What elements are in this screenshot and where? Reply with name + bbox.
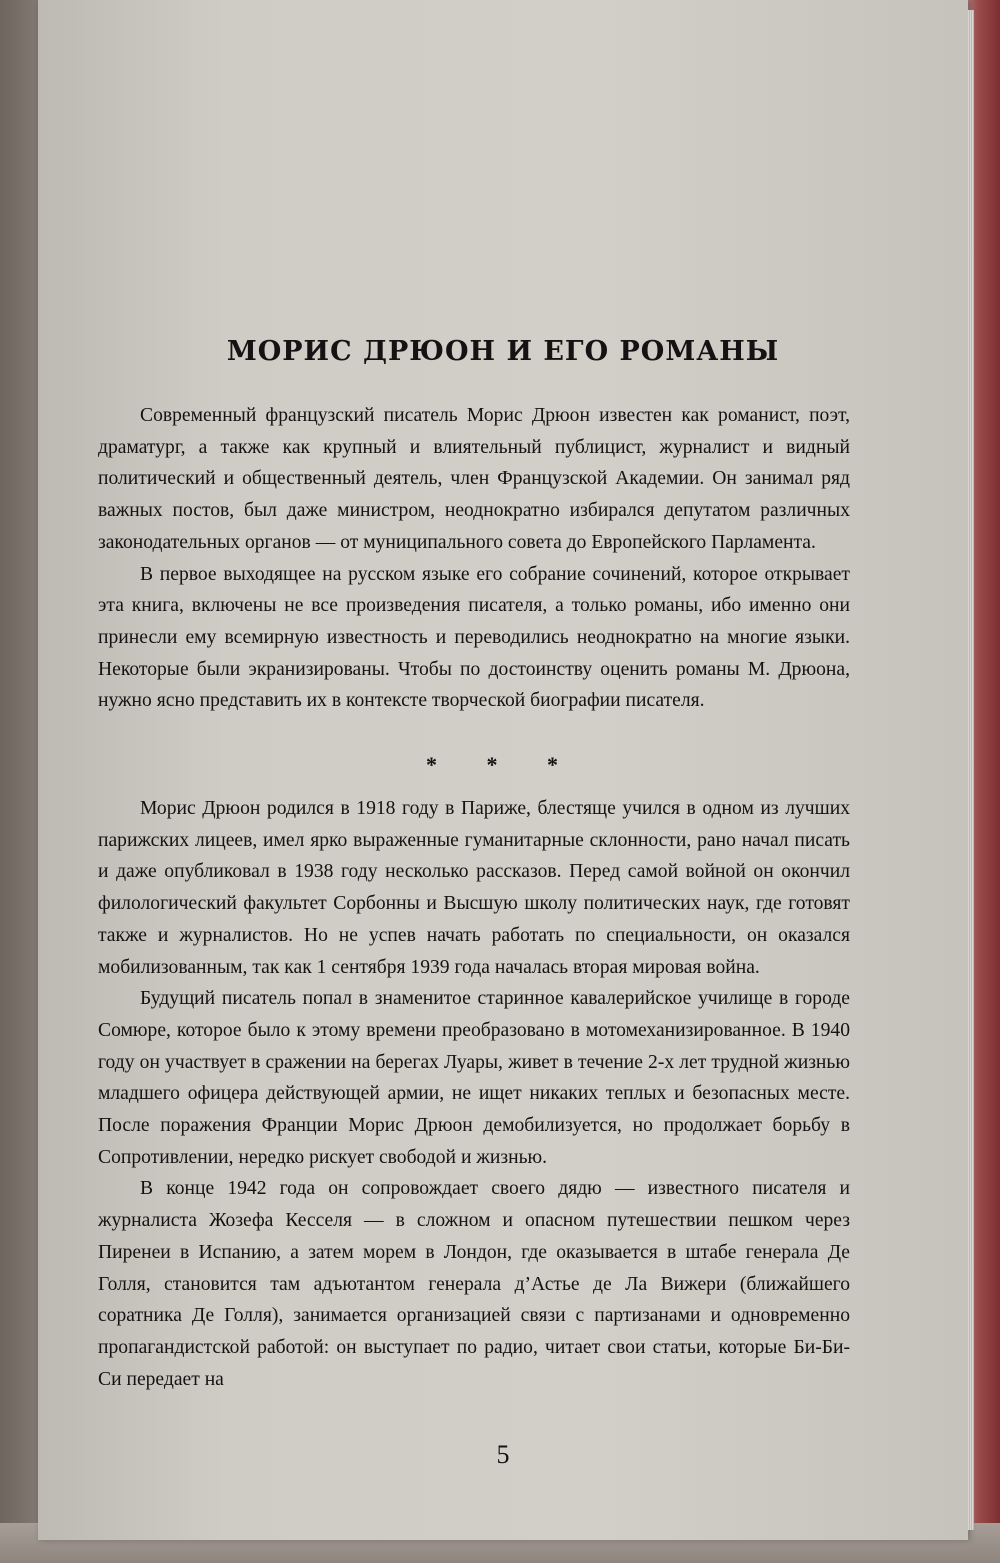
paragraph: Современный французский писатель Морис Дрюон известен как романист, поэт, драматург, а также как крупный и влиятельный публицист, журналист и видный политический и общественный деятель, член Французской Академии. Он занимал ряд важных постов, был даже министром, неоднократно избирался депутатом различных законодательных органов — от муниципального совета до Европейского Парламента. xyxy=(98,405,850,553)
page-number: 5 xyxy=(496,1440,510,1469)
paragraph: Будущий писатель попал в знаменитое старинное кавалерийское училище в городе Сомюре, которое было к этому времени преобразовано в мотомеханизированное. В 1940 году он участвует в сражении на берегах Луары, живет в течение 2-х лет трудной жизнью младшего офицера действующей армии, не ищет никаких теплых и безопасных месте. После поражения Франции Морис Дрюон демобилизуется, но продолжает борьбу в Сопротивлении, нередко рискует свободой и жизнью. xyxy=(98,988,850,1168)
body-text xyxy=(98,793,850,1395)
chapter-title: МОРИС ДРЮОН И ЕГО РОМАНЫ xyxy=(226,336,780,367)
paragraph: В конце 1942 года он сопровождает своего дядю — известного писателя и журналиста Жозефа Кесселя — в сложном и опасном путешествии пешком через Пиренеи в Испанию, а затем морем в Лондон, где оказывается в штабе генерала Де Голля, становится там адъютантом генерала д’Астье де Ла Вижери (ближайшего соратника Де Голля), занимается организацией связи с партизанами и одновременно пропагандистской работой: он выступает по радио, читает свои статьи, которые Би-Би-Си передает на xyxy=(98,1178,850,1390)
intro-text xyxy=(98,400,850,717)
paragraph: В первое выходящее на русском языке его собрание сочинений, которое открывает эта книга, включены не все произведения писателя, а только романы, ибо именно они принесли ему всемирную известность и переводились неоднократно на многие языки. Некоторые были экранизированы. Чтобы по достоинству оценить романы М. Дрюона, нужно ясно представить их в контексте творческой биографии писателя. xyxy=(98,563,850,712)
paragraph: Морис Дрюон родился в 1918 году в Париже, блестяще учился в одном из лучших парижских лицеев, имел ярко выраженные гуманитарные склонности, рано начал писать и даже опубликовал в 1938 году несколько рассказов. Перед самой войной он окончил филологический факультет Сорбонны и Высшую школу политических наук, где готовят также и журналистов. Но не успев начать работать по специальности, он оказался мобилизованным, так как 1 сентября 1939 года началась вторая мировая война. xyxy=(98,798,850,978)
page-stack-edge xyxy=(968,10,974,1530)
book-page xyxy=(38,0,968,1540)
section-separator: * * * xyxy=(426,752,580,777)
